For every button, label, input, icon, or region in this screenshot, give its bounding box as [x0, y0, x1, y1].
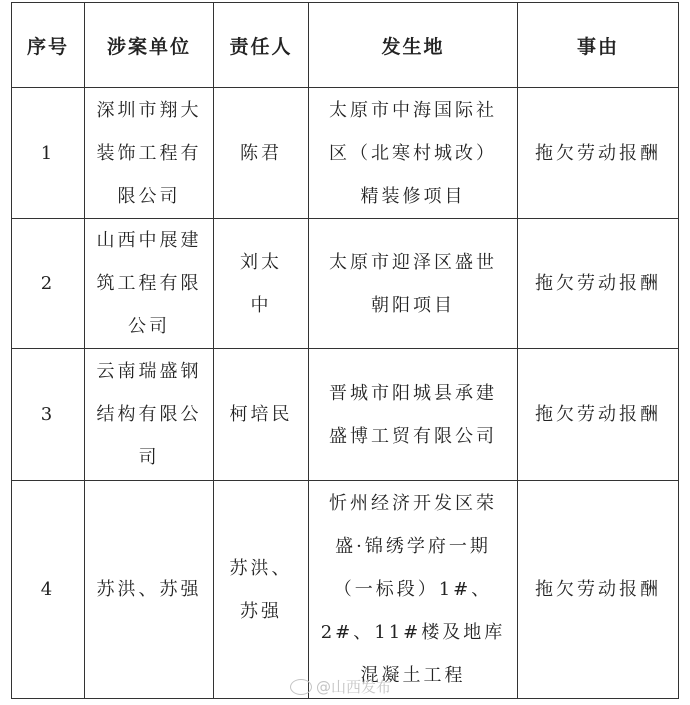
header-location: 发生地 — [309, 3, 518, 88]
table-row — [12, 349, 679, 481]
row-person — [214, 88, 309, 219]
header-unit: 涉案单位 — [85, 3, 214, 88]
row-num: 4 — [12, 481, 85, 699]
row-person — [214, 349, 309, 481]
row-unit-text: 苏洪、苏强 — [96, 579, 202, 600]
row-unit — [85, 349, 214, 481]
row-num: 2 — [12, 219, 85, 349]
row-reason: 拖欠劳动报酬 — [518, 349, 679, 481]
row-person-text: 柯培民 — [229, 404, 293, 425]
row-unit-text: 云南瑞盛钢结构有限公司 — [96, 361, 202, 468]
row-location-text: 忻州经济开发区荣盛·锦绣学府一期（一标段）1#、2#、11#楼及地库混凝土工程 — [320, 493, 506, 686]
row-unit — [85, 88, 214, 219]
row-reason: 拖欠劳动报酬 — [518, 481, 679, 699]
row-person — [214, 219, 309, 349]
row-reason: 拖欠劳动报酬 — [518, 219, 679, 349]
row-location — [309, 219, 518, 349]
row-location — [309, 481, 518, 699]
row-num: 3 — [12, 349, 85, 481]
row-location — [309, 349, 518, 481]
row-person-text: 刘太中 — [240, 251, 282, 316]
row-unit — [85, 219, 214, 349]
row-location-text: 晋城市阳城县承建盛博工贸有限公司 — [329, 382, 497, 447]
row-location — [309, 88, 518, 219]
watermark — [290, 676, 391, 697]
table-header-row — [12, 3, 679, 88]
header-reason: 事由 — [518, 3, 679, 88]
row-reason: 拖欠劳动报酬 — [518, 88, 679, 219]
row-person-text: 苏洪、苏强 — [229, 557, 293, 622]
row-unit-text: 深圳市翔大装饰工程有限公司 — [96, 99, 202, 207]
row-person — [214, 481, 309, 699]
table-row — [12, 88, 679, 219]
table-row — [12, 219, 679, 349]
row-location-text: 太原市中海国际社区（北寒村城改）精装修项目 — [329, 99, 497, 207]
table-row — [12, 481, 679, 699]
header-person: 责任人 — [214, 3, 309, 88]
case-table — [11, 2, 679, 699]
row-unit-text: 山西中展建筑工程有限公司 — [96, 230, 202, 337]
row-location-text: 太原市迎泽区盛世朝阳项目 — [329, 251, 497, 316]
row-person-text: 陈君 — [240, 142, 282, 164]
row-unit — [85, 481, 214, 699]
weibo-icon — [290, 679, 312, 695]
row-num: 1 — [12, 88, 85, 219]
watermark-text: @山西发布 — [316, 678, 392, 696]
header-num: 序号 — [12, 3, 85, 88]
